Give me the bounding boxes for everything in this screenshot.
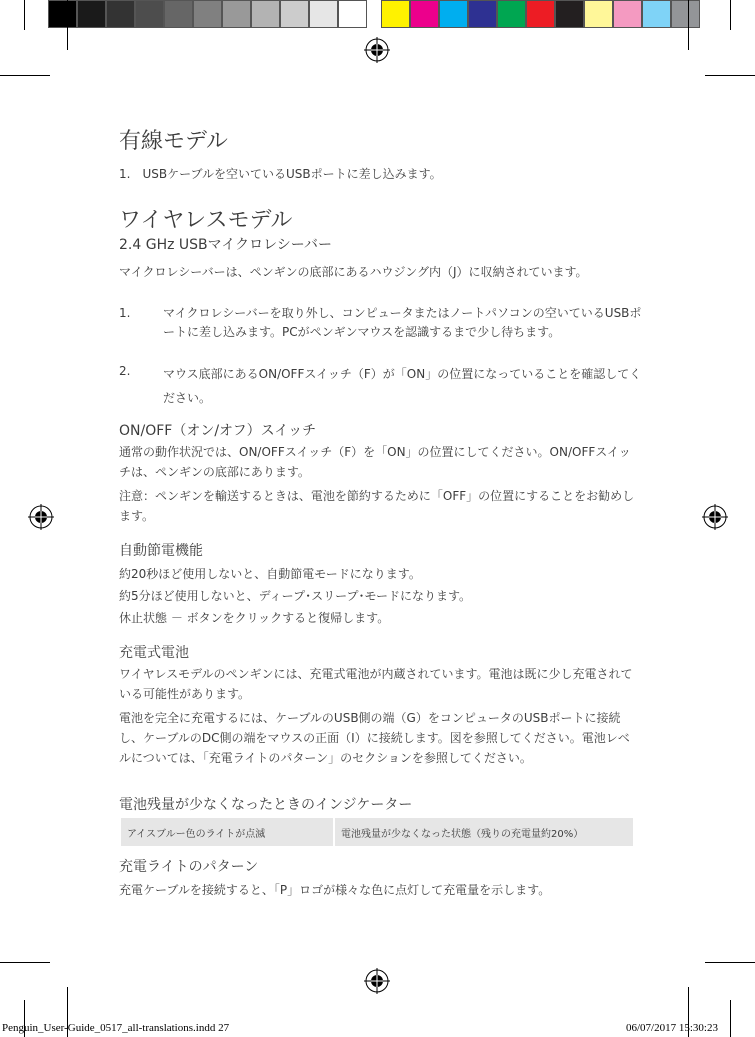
crop-mark (705, 962, 755, 963)
color-swatch (410, 0, 439, 28)
power-saving-line: 約20秒ほど使用しないと、自動節電モードになります。 (119, 567, 421, 581)
crop-mark (24, 0, 25, 30)
power-saving-line: 約5分ほど使用しないと、ディープ･スリープ･モードになります。 (119, 589, 472, 603)
table-row (121, 818, 633, 846)
color-swatch (193, 0, 222, 28)
table-cell: アイスブルー色のライトが点滅 (121, 818, 333, 846)
color-swatch (280, 0, 309, 28)
color-calibration-bar (48, 0, 700, 30)
color-swatch (77, 0, 106, 28)
color-swatch (555, 0, 584, 28)
charging-pattern-paragraph: 充電ケーブルを接続すると、「P」ロゴが様々な色に点灯して充電量を示します。 (119, 883, 551, 897)
switch-note: 注意：ペンギンを輸送するときは、電池を節約するために「OFF」の位置にすることをお勧めします。 (119, 489, 635, 523)
color-swatch (251, 0, 280, 28)
wireless-model-title: ワイヤレスモデル (119, 208, 293, 233)
color-swatch (135, 0, 164, 28)
color-swatch (381, 0, 410, 28)
color-swatch (497, 0, 526, 28)
crop-mark (705, 75, 755, 76)
footer-filename: Penguin_User-Guide_0517_all-translations.indd 27 (2, 1022, 230, 1034)
color-swatch (106, 0, 135, 28)
color-swatch (48, 0, 77, 28)
step-number: 2. (119, 364, 131, 378)
crop-mark (730, 0, 731, 30)
registration-mark-icon (364, 968, 390, 994)
color-swatch (468, 0, 497, 28)
footer-datetime: 06/07/2017 15:30:23 (626, 1022, 718, 1034)
step-text: マイクロレシーバーを取り外し、コンピュータまたはノートパソコンの空いているUSBポートに差し込みます。PCがペンギンマウスを認識するまで少し待ちます。 (163, 306, 642, 339)
switch-heading: ON/OFF（オン/オフ）スイッチ (119, 423, 317, 439)
color-swatch (439, 0, 468, 28)
crop-mark (688, 0, 689, 50)
wired-step-1: 1. USBケーブルを空いているUSBポートに差し込みます。 (119, 167, 442, 181)
crop-mark (0, 75, 50, 76)
low-battery-table (119, 818, 635, 846)
color-swatch (671, 0, 700, 28)
receiver-heading: 2.4 GHz USBマイクロレシーバー (119, 237, 333, 253)
color-swatch (338, 0, 367, 28)
registration-mark-icon (28, 504, 54, 530)
table-cell: 電池残量が少なくなった状態（残りの充電量約20%） (335, 818, 633, 846)
color-swatch (642, 0, 671, 28)
registration-mark-icon (702, 504, 728, 530)
crop-mark (0, 962, 50, 963)
swatch-gap (367, 0, 381, 30)
receiver-intro: マイクロレシーバーは、ペンギンの底部にあるハウジング内（J）に収納されています。 (119, 265, 588, 279)
color-swatch (309, 0, 338, 28)
registration-mark-icon (364, 37, 390, 63)
wired-model-title: 有線モデル (119, 129, 228, 154)
power-saving-line: 休止状態 － ボタンをクリックすると復帰します。 (119, 611, 390, 625)
color-swatch (164, 0, 193, 28)
battery-paragraph: 電池を完全に充電するには、ケーブルのUSB側の端（G）をコンピュータのUSBポートに接続し、ケーブルのDC側の端をマウスの正面（I）に接続します。図を参照してください。電池レベルについては、「充電ライトのパターン」のセクションを参照してください。 (119, 711, 630, 765)
color-swatch (222, 0, 251, 28)
crop-mark (67, 0, 68, 50)
step-number: 1. (119, 306, 131, 320)
charging-pattern-heading: 充電ライトのパターン (119, 859, 259, 875)
crop-mark (730, 1000, 731, 1037)
power-saving-heading: 自動節電機能 (119, 543, 203, 559)
battery-paragraph: ワイヤレスモデルのペンギンには、充電式電池が内蔵されています。電池は既に少し充電されている可能性があります。 (119, 667, 633, 701)
color-swatch (526, 0, 555, 28)
color-swatch (584, 0, 613, 28)
color-swatch (613, 0, 642, 28)
low-battery-heading: 電池残量が少なくなったときのインジケーター (119, 797, 413, 813)
step-text: マウス底部にあるON/OFFスイッチ（F）が「ON」の位置になっていることを確認してください。 (163, 367, 642, 405)
battery-heading: 充電式電池 (119, 645, 189, 661)
switch-paragraph: 通常の動作状況では、ON/OFFスイッチ（F）を「ON」の位置にしてください。ON/OFFスイッチは、ペンギンの底部にあります。 (119, 445, 631, 479)
